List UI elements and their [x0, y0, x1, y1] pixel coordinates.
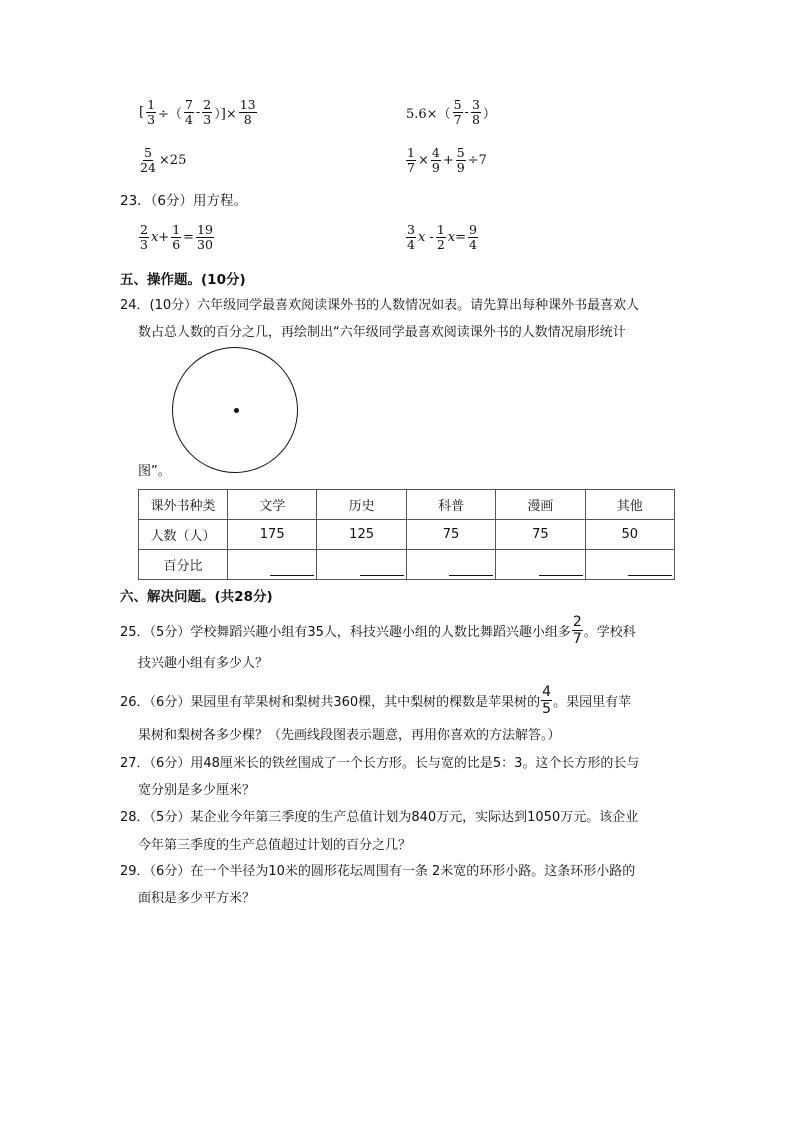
question-27-line-2: 宽分别是多少厘米？	[138, 783, 256, 798]
question-28-line-2: 今年第三季度的生产总值超过计划的百分之几？	[138, 838, 412, 853]
expression-3: $\frac{5}{24}$ ×25	[140, 145, 187, 175]
table-cell: 175	[228, 520, 317, 550]
fraction: $\frac{1}{6}$	[172, 222, 181, 252]
table-cell: 75	[496, 520, 585, 550]
fraction: $\frac{4}{9}$	[431, 145, 440, 175]
table-row	[139, 550, 675, 580]
table-cell: 75	[406, 520, 495, 550]
fraction: $\frac{4}{5}$	[542, 684, 552, 717]
question-26-line-1: 26．（6分）果园里有苹果树和梨树共360棵，其中梨树的棵数是苹果树的 $\frac{4}{5}$ 。果园里有苹	[120, 684, 632, 717]
table-row	[139, 490, 675, 520]
section-6-title: 六、解决问题。(共28分)	[120, 589, 273, 605]
fraction: $\frac{9}{4}$	[469, 222, 477, 252]
question-27-line-1: 27．（6分）用48厘米长的铁丝围成了一个长方形。长与宽的比是5：3。这个长方形的长与	[120, 756, 640, 771]
answer-blank[interactable]	[539, 563, 583, 576]
question-24-line-3: 图”。	[138, 464, 171, 479]
answer-blank[interactable]	[360, 563, 404, 576]
question-29-line-2: 面积是多少平方米？	[138, 891, 256, 906]
fraction: $\frac{13}{8}$	[239, 97, 256, 127]
expression-2: 5.6×（ $\frac{5}{7}$ - $\frac{3}{8}$ ）	[406, 97, 496, 127]
fraction: $\frac{5}{7}$	[453, 97, 462, 127]
question-25-line-1: 25．（5分）学校舞蹈兴趣小组有35人，科技兴趣小组的人数比舞蹈兴趣小组多 $\frac{2}{7}$ 。学校科	[120, 614, 636, 647]
question-24-line-2: 数占总人数的百分之几，再绘制出“六年级同学最喜欢阅读课外书的人数情况扇形统计	[138, 325, 626, 340]
answer-blank[interactable]	[628, 563, 672, 576]
expression-1: [ $\frac{1}{3}$ ÷（ $\frac{7}{4}$ - $\frac{2}{3}$ ）]× $\frac{13}{8}$	[139, 97, 256, 127]
fraction: $\frac{1}{3}$	[147, 97, 156, 127]
table-cell: 50	[585, 520, 674, 550]
section-5-title: 五、操作题。(10分)	[120, 272, 246, 288]
question-23-label: 23．（6分）用方程。	[120, 193, 248, 209]
question-26-line-2: 果树和梨树各多少棵？（先画线段图表示题意，再用你喜欢的方法解答。）	[138, 728, 561, 743]
circle-center-dot	[234, 408, 239, 413]
fraction: $\frac{3}{8}$	[471, 97, 480, 127]
answer-cell[interactable]	[406, 550, 495, 580]
answer-blank[interactable]	[270, 563, 314, 576]
fraction: $\frac{5}{24}$	[140, 145, 156, 175]
table-header: 科普	[406, 490, 495, 520]
fraction: $\frac{7}{4}$	[184, 97, 193, 127]
fraction: $\frac{2}{3}$	[203, 97, 212, 127]
table-row	[139, 520, 675, 550]
table-header: 文学	[228, 490, 317, 520]
question-24-line-1: 24．(10分）六年级同学最喜欢阅读课外书的人数情况如表。请先算出每种课外书最喜欢人	[120, 298, 640, 313]
table-header: 其他	[585, 490, 674, 520]
fraction: $\frac{19}{30}$	[197, 222, 213, 252]
row-label: 百分比	[139, 550, 228, 580]
answer-cell[interactable]	[228, 550, 317, 580]
answer-cell[interactable]	[317, 550, 406, 580]
fraction: $\frac{1}{2}$	[436, 222, 445, 252]
fraction: $\frac{3}{4}$	[407, 222, 415, 252]
equation-1: $\frac{2}{3}$ x+ $\frac{1}{6}$ = $\frac{19}{30}$	[140, 222, 213, 252]
fraction: $\frac{5}{9}$	[456, 145, 465, 175]
fraction: $\frac{1}{7}$	[407, 145, 415, 175]
answer-cell[interactable]	[585, 550, 674, 580]
row-label: 人数（人）	[139, 520, 228, 550]
question-25-line-2: 技兴趣小组有多少人？	[138, 656, 269, 671]
fraction: $\frac{2}{3}$	[140, 222, 148, 252]
equation-2: $\frac{3}{4}$ x - $\frac{1}{2}$ x= $\frac{9}{4}$	[407, 222, 477, 252]
answer-blank[interactable]	[449, 563, 493, 576]
fraction: $\frac{2}{7}$	[572, 614, 582, 647]
table-header: 漫画	[496, 490, 585, 520]
answer-cell[interactable]	[496, 550, 585, 580]
table-header: 课外书种类	[139, 490, 228, 520]
question-28-line-1: 28．（5分）某企业今年第三季度的生产总值计划为840万元，实际达到1050万元。该企业	[120, 810, 639, 825]
table-header: 历史	[317, 490, 406, 520]
expression-4: $\frac{1}{7}$ × $\frac{4}{9}$ + $\frac{5}{9}$ ÷7	[407, 145, 487, 175]
question-29-line-1: 29．（6分）在一个半径为10米的圆形花坛周围有一条 2米宽的环形小路。这条环形小路的	[120, 864, 636, 879]
book-table	[138, 489, 675, 580]
table-cell: 125	[317, 520, 406, 550]
